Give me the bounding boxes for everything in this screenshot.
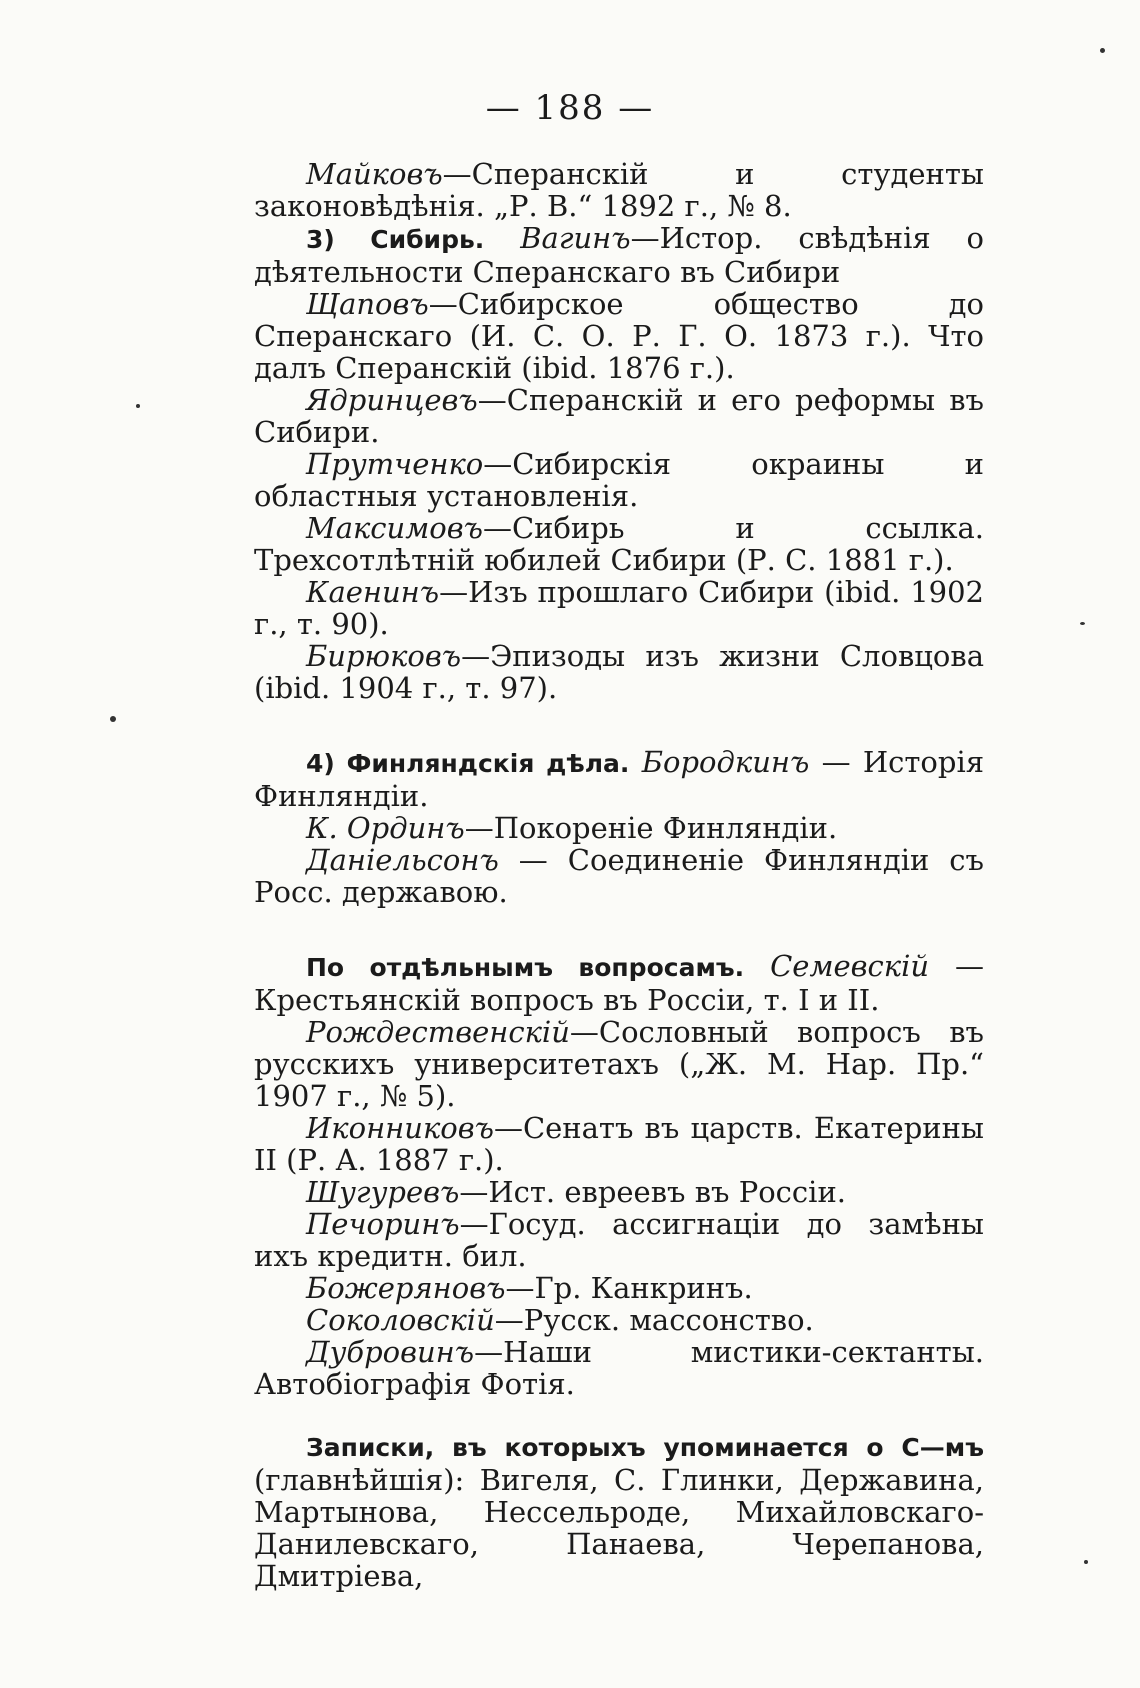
- entry-text: —Истор. свѣдѣнія о дѣятельности Сперанскаго въ Сибири: [254, 221, 985, 289]
- page-number: — 188 —: [485, 88, 655, 128]
- entry-author: Печоринъ: [306, 1207, 460, 1241]
- scan-speck: [1100, 48, 1105, 53]
- entry-text: — Крестьянскій вопросъ въ Россіи, т. I и II.: [254, 949, 984, 1017]
- entry-author: Шугуревъ: [306, 1175, 460, 1209]
- entry-text: —Сибирское общество до Сперанскаго (И. С. О. Р. Г. О. 1873 г.). Что далъ Сперанскій (ibid. 1876 г.).: [254, 287, 984, 385]
- entry-text: — Соединеніе Финляндіи съ Росс. державою.: [254, 843, 984, 909]
- entry-text: —Сперанскій и студенты законовѣдѣнія. „Р. В.“ 1892 г., № 8.: [254, 157, 984, 223]
- section-heading-siberia: 3) Сибирь.: [306, 225, 485, 254]
- entry-text: —Наши мистики-сектанты. Автобіографія Фотія.: [254, 1335, 984, 1401]
- entry-text: —Ист. евреевъ въ Россіи.: [459, 1175, 846, 1209]
- entry-text: —Сословный вопросъ въ русскихъ университетахъ („Ж. М. Нар. Пр.“ 1907 г., № 5).: [254, 1015, 984, 1113]
- entry-author: Прутченко: [306, 447, 484, 481]
- entry-author: Максимовъ: [306, 511, 483, 545]
- entry-text: —Покореніе Финляндіи.: [464, 811, 838, 845]
- entry-author: Бородкинъ: [641, 745, 810, 779]
- entry-shchapov: [254, 288, 984, 384]
- entry-bozheryanov: [254, 1272, 984, 1304]
- scan-speck: [1080, 622, 1085, 625]
- entry-text: —Изъ прошлаго Сибири (ibid. 1902 г., т. 90).: [254, 575, 984, 641]
- entry-ordin: [254, 812, 984, 844]
- scan-speck: [1084, 1560, 1088, 1564]
- scan-speck: [110, 716, 116, 722]
- section-heading-separate-questions: По отдѣльнымъ вопросамъ.: [306, 953, 745, 982]
- entry-text: —Сибирскія окраины и областныя установленія.: [254, 447, 984, 513]
- entry-vagin: [254, 222, 984, 288]
- entry-author: Божеряновъ: [306, 1271, 506, 1305]
- entry-text: —Эпизоды изъ жизни Словцова (ibid. 1904 г., т. 97).: [254, 639, 984, 705]
- entry-semevsky: [254, 950, 984, 1016]
- entry-author: Каенинъ: [306, 575, 440, 609]
- entry-text: (главнѣйшія): Вигеля, С. Глинки, Державина, Мартынова, Нессельроде, Михайловскаго-Данилевскаго, Панаева, Черепанова, Дмитріева,: [254, 1463, 984, 1593]
- entry-prutchenko: [254, 448, 984, 512]
- entry-text: —Сенатъ въ царств. Екатерины II (Р. А. 1887 г.).: [254, 1111, 984, 1177]
- entry-pechorin: [254, 1208, 984, 1272]
- entry-author: Дубровинъ: [306, 1335, 475, 1369]
- entry-author: Ядринцевъ: [306, 383, 478, 417]
- entry-text: —Сперанскій и его реформы въ Сибири.: [254, 383, 984, 449]
- entry-shugurev: [254, 1176, 984, 1208]
- entry-author: Даніельсонъ: [306, 843, 499, 877]
- section-heading-finland: 4) Финляндскія дѣла.: [306, 749, 630, 778]
- entry-sokolovsky: [254, 1304, 984, 1336]
- entry-text: —Госуд. ассигнаціи до замѣны ихъ кредитн. бил.: [254, 1207, 984, 1273]
- entry-author: Семевскій: [770, 949, 930, 983]
- entry-text: —Сибирь и ссылка. Трехсотлѣтній юбилей Сибири (Р. С. 1881 г.).: [254, 511, 984, 577]
- entry-text: — Исторія Финляндіи.: [254, 745, 985, 813]
- entry-danielson: [254, 844, 984, 908]
- entry-text: —Гр. Канкринъ.: [505, 1271, 753, 1305]
- entry-text: —Русск. массонство.: [494, 1303, 814, 1337]
- scan-speck: [136, 404, 140, 408]
- entry-ikonnikov: [254, 1112, 984, 1176]
- entry-borodkin: [254, 746, 984, 812]
- entry-dubrovin: [254, 1336, 984, 1400]
- entry-memoirs: [254, 1430, 984, 1592]
- entry-author: Рождественскій: [306, 1015, 570, 1049]
- entry-author: К. Ординъ: [306, 811, 465, 845]
- entry-author: Бирюковъ: [306, 639, 462, 673]
- entry-maksimov: [254, 512, 984, 576]
- bibliography-text: [254, 158, 984, 1592]
- entry-rozhdestvensky: [254, 1016, 984, 1112]
- entry-biryukov: [254, 640, 984, 704]
- entry-author: Вагинъ: [520, 221, 631, 255]
- entry-author: Соколовскій: [306, 1303, 495, 1337]
- entry-yadrintsev: [254, 384, 984, 448]
- entry-author: Иконниковъ: [306, 1111, 494, 1145]
- section-heading-memoirs: Записки, въ которыхъ упоминается о С—мъ: [306, 1433, 984, 1462]
- entry-author: Майковъ: [306, 157, 443, 191]
- entry-author: Щаповъ: [306, 287, 429, 321]
- entry-maikov: [254, 158, 984, 222]
- entry-kaenin: [254, 576, 984, 640]
